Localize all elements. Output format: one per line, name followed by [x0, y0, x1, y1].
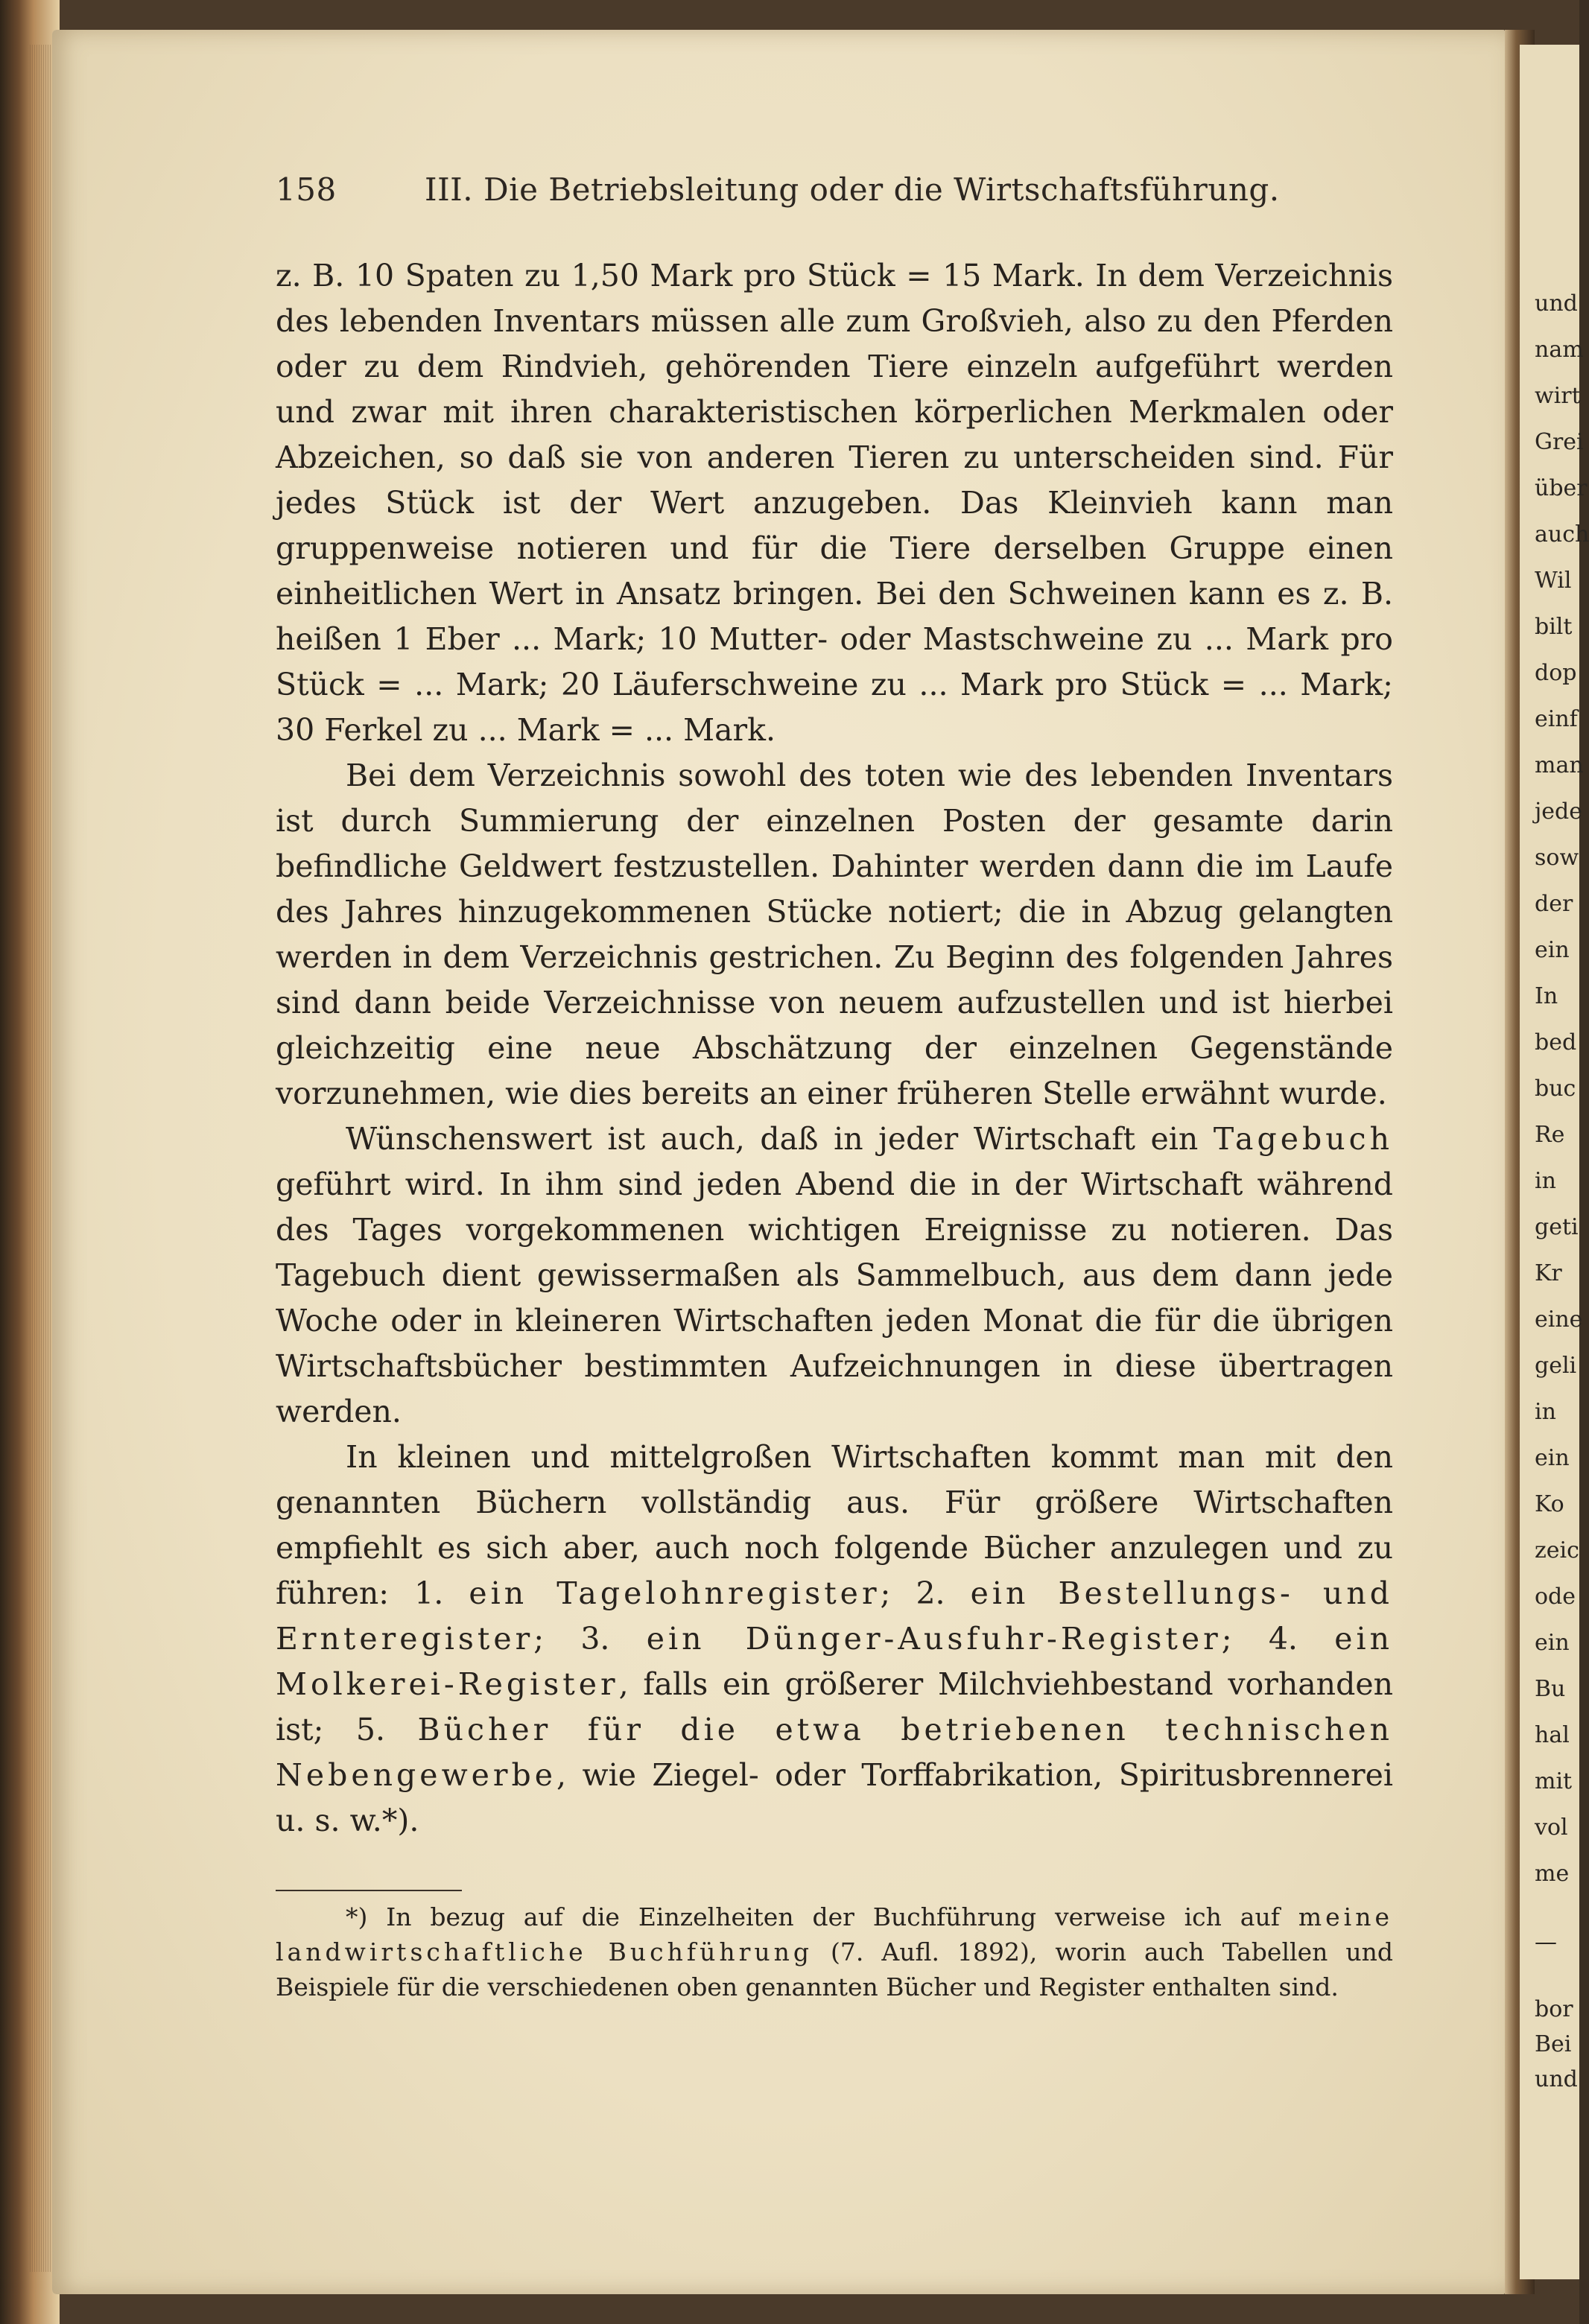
next-page-word: Wil: [1535, 568, 1572, 594]
paragraph-2: Bei dem Verzeichnis sowohl des toten wie des lebenden Inventars ist durch Summierung der einzelnen Posten der gesamte darin befindliche Geldwert festzustellen. Dahinter werden dann die im Laufe des Jahres hinzugekommenen Stücke notiert; die in Abzug gelangten werden in dem Verzeichnis gestrichen. Zu Beginn des folgenden Jahres sind dann beide Verzeichnisse von neuem aufzustellen und ist hierbei gleichzeitig eine neue Abschätzung der einzelnen Gegenstände vorzunehmen, wie dies bereits an einer früheren Stelle erwähnt wurde.: [276, 758, 1393, 1111]
emphasized-term: ein Tagelohnregister: [469, 1575, 881, 1611]
paragraph-4-text: ; 3.: [533, 1621, 647, 1657]
next-page-word: mit: [1535, 1768, 1573, 1794]
next-page-word: nam: [1535, 337, 1584, 363]
next-page-word: geti: [1535, 1214, 1579, 1240]
paragraph-4-text: In kleinen und mittelgroßen Wirtschaften kommt man mit den genannten Büchern vollständig aus. Für größere Wirtschaften empfiehlt es sich aber, auch noch folgende Bücher anzulegen und zu führen: 1.: [276, 1439, 1393, 1611]
next-page-word: und: [1535, 2066, 1578, 2092]
book-edge-left: [0, 0, 60, 2324]
page-number: 158: [276, 171, 337, 208]
paragraph-3-text: Wünschenswert ist auch, daß in jeder Wirtschaft ein: [346, 1121, 1214, 1157]
footnote-text: *) In bezug auf die Einzelheiten der Buchführung verweise ich auf: [346, 1902, 1298, 1931]
next-page-word: wirt: [1535, 383, 1581, 409]
next-page-word: Bei: [1535, 2031, 1572, 2057]
next-page-word: bilt: [1535, 614, 1573, 640]
running-head: [276, 171, 1393, 208]
next-page-word: zeic: [1535, 1537, 1579, 1563]
next-page-word: bed: [1535, 1029, 1577, 1055]
next-page-word: Grei: [1535, 429, 1584, 455]
next-page-word: In: [1535, 983, 1558, 1009]
next-page-word: in: [1535, 1168, 1556, 1194]
next-page-word: bor: [1535, 1996, 1573, 2022]
next-page-word: ode: [1535, 1584, 1576, 1610]
next-page-word: ein: [1535, 1445, 1570, 1471]
next-page-word: einf: [1535, 706, 1578, 732]
next-page-word: auch: [1535, 521, 1589, 547]
footnote: [276, 1899, 1393, 2004]
paragraph-1: z. B. 10 Spaten zu 1,50 Mark pro Stück = 15 Mark. In dem Verzeichnis des lebenden Inventars müssen alle zum Großvieh, also zu den Pferden oder zu dem Rindvieh, gehörenden Tiere einzeln aufgeführt werden und zwar mit ihren charakteristischen körperlichen Merkmalen oder Abzeichen, so daß sie von anderen Tieren zu unterscheiden sind. Für jedes Stück ist der Wert anzugeben. Das Kleinvieh kann man gruppenweise notieren und für die Tiere derselben Gruppe einen einheitlichen Wert in Ansatz bringen. Bei den Schweinen kann es z. B. heißen 1 Eber ... Mark; 10 Mutter- oder Mastschweine zu ... Mark pro Stück = ... Mark; 20 Läuferschweine zu ... Mark pro Stück = ... Mark; 30 Ferkel zu ... Mark = ... Mark.: [276, 258, 1393, 748]
footnote-text: (7. Aufl. 1892), worin auch Tabellen und Beispiele für die verschiedenen oben genannten Bücher und Register enthalten sind.: [276, 1937, 1393, 2001]
emphasized-term: ein Dünger-Ausfuhr-Register: [646, 1621, 1222, 1657]
next-page-word: ein: [1535, 937, 1570, 963]
paragraph-4-text: ; 4.: [1221, 1621, 1335, 1657]
next-page-word: Ko: [1535, 1491, 1564, 1517]
next-page-word: hal: [1535, 1722, 1570, 1748]
chapter-title: III. Die Betriebsleitung oder die Wirtschaftsführung.: [425, 171, 1280, 208]
paragraph-4-text: , wie Ziegel- oder Torffabrikation, Spiritusbrennerei u. s. w.*).: [276, 1757, 1393, 1838]
next-page-word: der: [1535, 891, 1573, 917]
paragraph-3: [276, 1117, 1393, 1435]
emphasized-term: Bücher für die etwa betriebenen technischen Nebengewerbe: [276, 1712, 1393, 1793]
body-text: [276, 253, 1393, 1844]
next-page-word: man: [1535, 752, 1584, 778]
footnote-emphasized-term: meine landwirtschaftliche Buchführung: [276, 1902, 1393, 1966]
next-page-word: geli: [1535, 1353, 1577, 1379]
next-page-word: jede: [1535, 799, 1583, 825]
emphasized-term: Tagebuch: [1213, 1121, 1393, 1157]
next-page-word: Kr: [1535, 1260, 1562, 1286]
footnote-rule: [276, 1890, 462, 1891]
next-page-word: in: [1535, 1399, 1556, 1425]
next-page-word: sow: [1535, 845, 1579, 871]
next-page-word: —: [1535, 1929, 1557, 1955]
next-page-word: buc: [1535, 1076, 1576, 1102]
next-page-word: Re: [1535, 1122, 1565, 1148]
next-page-word: und: [1535, 290, 1578, 317]
emphasized-term: ein Molkerei-Register: [276, 1621, 1393, 1702]
next-page-word: eine: [1535, 1307, 1583, 1333]
emphasized-term: ein Bestellungs- und Ernteregister: [276, 1575, 1393, 1657]
paragraph-3-text: geführt wird. In ihm sind jeden Abend die in der Wirtschaft während des Tages vorgekommenen wichtigen Ereignisse zu notieren. Das Tagebuch dient gewissermaßen als Sammelbuch, aus dem dann jede Woche oder in kleineren Wirtschaften jeden Monat die für die übrigen Wirtschaftsbücher bestimmten Aufzeichnungen in diese übertragen werden.: [276, 1166, 1393, 1429]
next-page-word: Bu: [1535, 1676, 1566, 1702]
next-page-word: dop: [1535, 660, 1577, 686]
next-page-word: über: [1535, 475, 1588, 501]
next-page-word: vol: [1535, 1815, 1568, 1841]
next-page-word: ein: [1535, 1630, 1570, 1656]
paragraph-4-text: ; 2.: [880, 1575, 971, 1611]
next-page-word: me: [1535, 1861, 1570, 1887]
paragraph-4: [276, 1435, 1393, 1844]
paragraph-4-text: , falls ein größerer Milchviehbestand vorhanden ist; 5.: [276, 1666, 1393, 1747]
next-page-fragment: [1520, 45, 1589, 2279]
